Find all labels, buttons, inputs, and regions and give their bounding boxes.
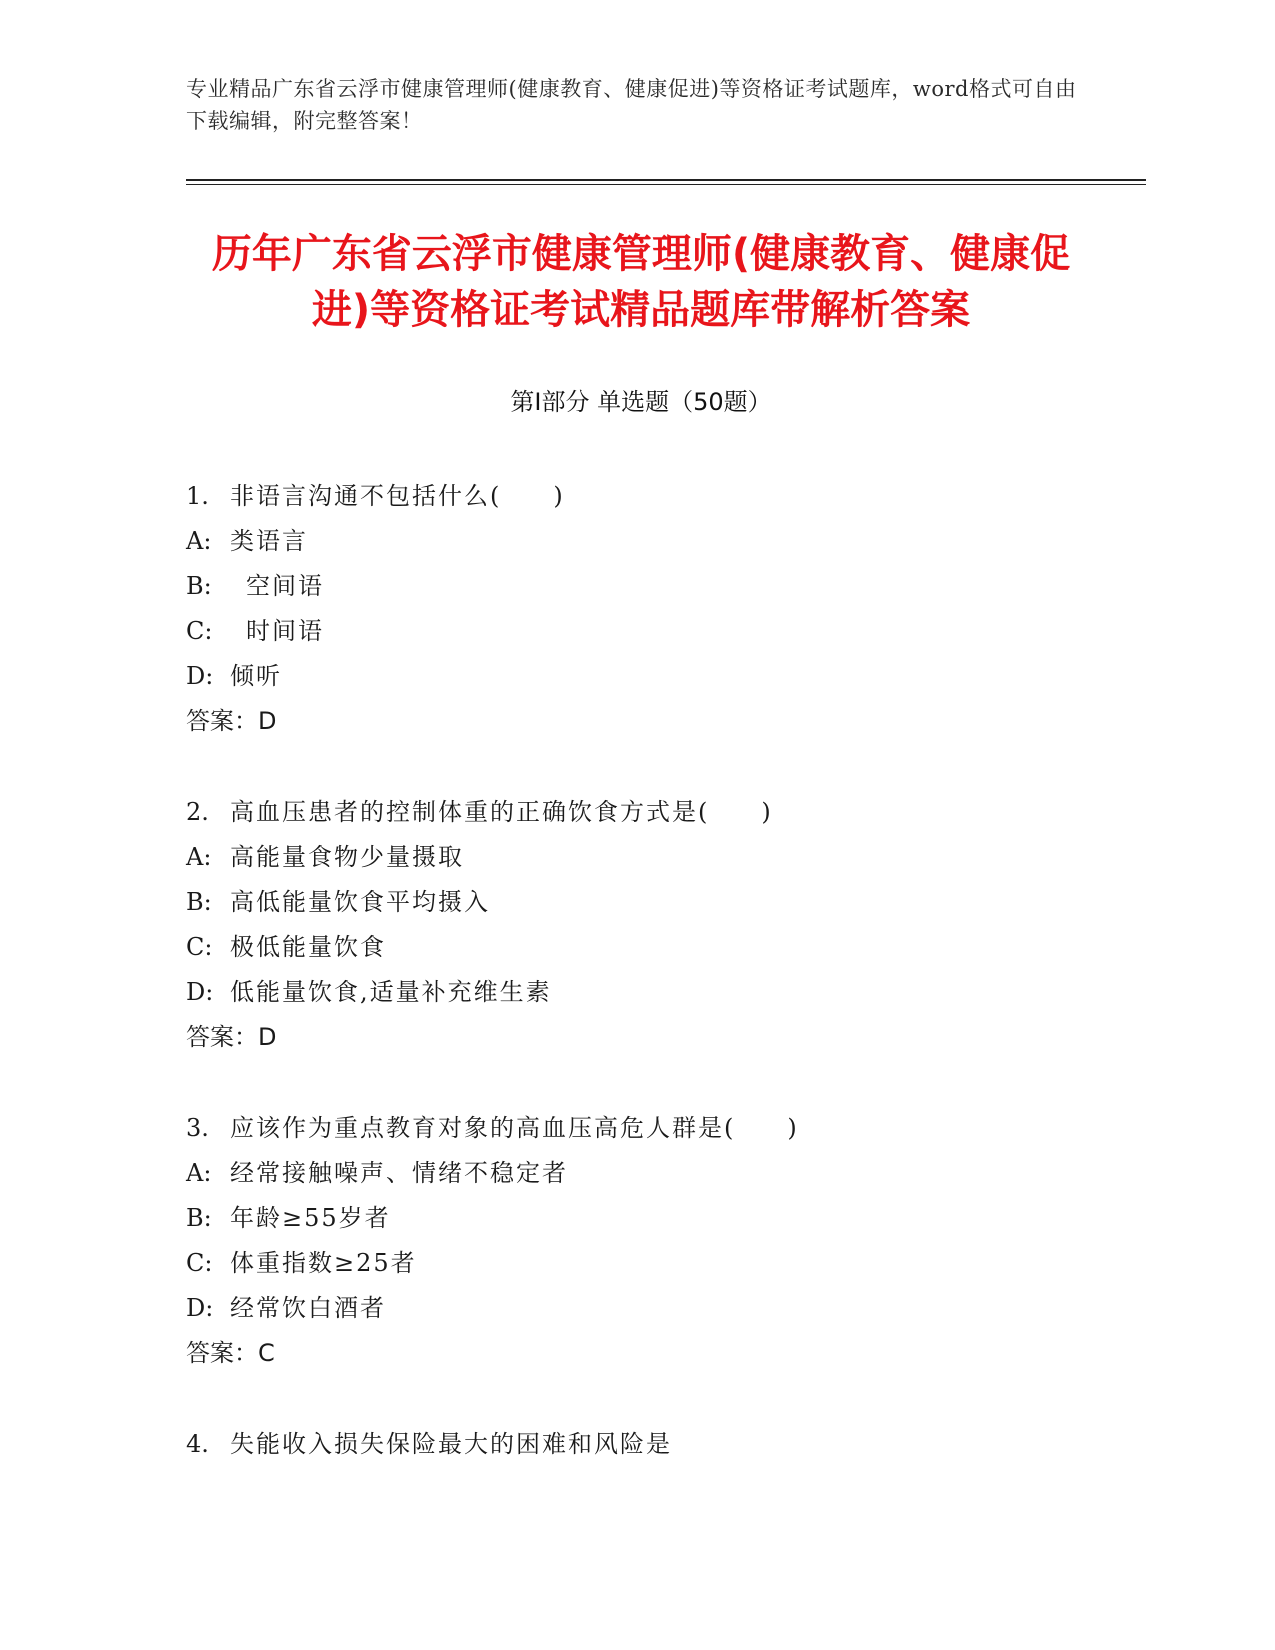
- header-note: 专业精品广东省云浮市健康管理师(健康教育、健康促进)等资格证考试题库，word格式可自由下载编辑，附完整答案！: [186, 77, 1077, 133]
- option-text: 倾听: [230, 662, 282, 690]
- question-text: 非语言沟通不包括什么( ): [230, 482, 565, 510]
- question-number: 3.: [186, 1114, 209, 1142]
- option-text: 年龄≥55岁者: [230, 1204, 391, 1232]
- option-b: [186, 1196, 1096, 1241]
- option-text: 时间语: [246, 617, 324, 645]
- question-stem: [186, 790, 1096, 835]
- option-key: D:: [186, 1294, 214, 1322]
- option-key: C:: [186, 617, 213, 645]
- option-key: B:: [186, 1204, 212, 1232]
- option-c: [186, 609, 1096, 654]
- question-1: [186, 474, 1096, 744]
- question-number: 1.: [186, 482, 209, 510]
- question-2: [186, 790, 1096, 1060]
- question-stem: [186, 1422, 1096, 1467]
- option-text: 低能量饮食,适量补充维生素: [230, 978, 552, 1006]
- option-key: B:: [186, 572, 212, 600]
- option-key: C:: [186, 1249, 213, 1277]
- question-number: 4.: [186, 1430, 209, 1458]
- option-c: [186, 1241, 1096, 1286]
- question-3: [186, 1106, 1096, 1376]
- option-b: [186, 880, 1096, 925]
- question-4: [186, 1422, 1096, 1467]
- answer-line: 答案：C: [186, 1339, 275, 1367]
- option-d: [186, 1286, 1096, 1331]
- option-key: B:: [186, 888, 212, 916]
- option-text: 极低能量饮食: [230, 933, 386, 961]
- option-key: C:: [186, 933, 213, 961]
- option-key: A:: [186, 843, 212, 871]
- question-text: 应该作为重点教育对象的高血压高危人群是( ): [230, 1114, 799, 1142]
- option-key: D:: [186, 662, 214, 690]
- option-text: 高能量食物少量摄取: [230, 843, 464, 871]
- header-divider-thick: [186, 179, 1146, 181]
- option-text: 空间语: [246, 572, 324, 600]
- option-text: 体重指数≥25者: [230, 1249, 417, 1277]
- question-text: 高血压患者的控制体重的正确饮食方式是( ): [230, 798, 773, 826]
- question-text: 失能收入损失保险最大的困难和风险是: [230, 1430, 672, 1458]
- option-text: 经常接触噪声、情绪不稳定者: [230, 1159, 568, 1187]
- option-key: D:: [186, 978, 214, 1006]
- option-a: [186, 835, 1096, 880]
- option-key: A:: [186, 1159, 212, 1187]
- option-d: [186, 654, 1096, 699]
- answer-line: 答案：D: [186, 1023, 277, 1051]
- option-key: A:: [186, 527, 212, 555]
- question-number: 2.: [186, 798, 209, 826]
- option-a: [186, 1151, 1096, 1196]
- option-c: [186, 925, 1096, 970]
- option-d: [186, 970, 1096, 1015]
- document-title: 历年广东省云浮市健康管理师(健康教育、健康促进)等资格证考试精品题库带解析答案: [211, 231, 1071, 333]
- option-text: 高低能量饮食平均摄入: [230, 888, 490, 916]
- header-divider-thin: [186, 184, 1146, 185]
- option-text: 类语言: [230, 527, 308, 555]
- question-stem: [186, 474, 1096, 519]
- section-title: 第Ⅰ部分 单选题（50题）: [510, 388, 772, 416]
- answer-line: 答案：D: [186, 707, 277, 735]
- option-a: [186, 519, 1096, 564]
- option-text: 经常饮白酒者: [230, 1294, 386, 1322]
- question-stem: [186, 1106, 1096, 1151]
- option-b: [186, 564, 1096, 609]
